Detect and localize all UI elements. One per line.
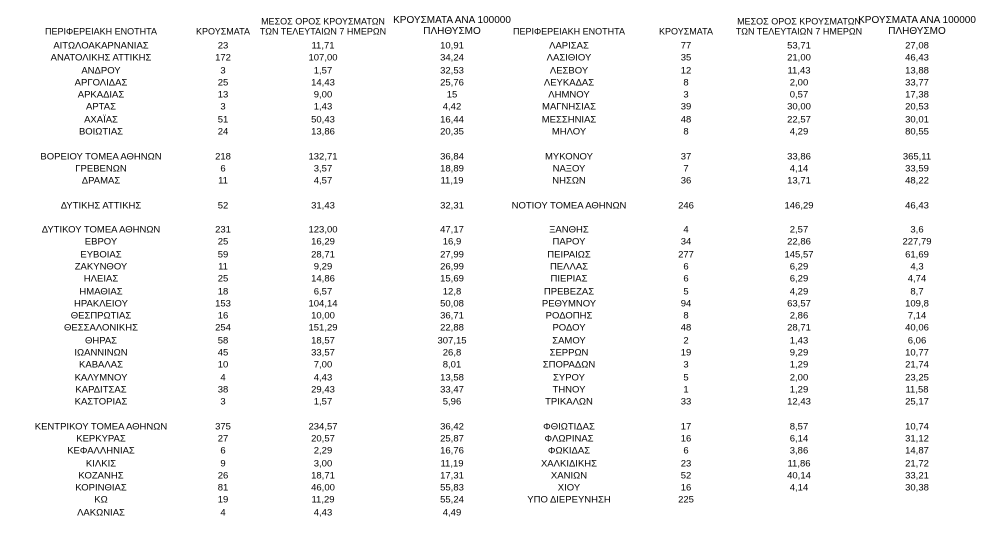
left-region-cell: ΚΕΦΑΛΛΗΝΙΑΣ (67, 445, 135, 457)
left-avg7-cell: 18,71 (311, 470, 335, 482)
right-per100k-cell: 31,12 (905, 433, 929, 445)
right-cases-cell: 16 (680, 482, 692, 494)
right-per100k-cell: 21,72 (905, 457, 929, 469)
left-avg7-cell: 132,71 (308, 150, 338, 162)
right-cases-cell: 8 (683, 310, 689, 322)
right-cases-cell: 36 (680, 175, 692, 187)
left-per100k-cell: 20,35 (440, 126, 464, 138)
left-per100k-cell: 16,44 (440, 113, 464, 125)
right-avg7-cell: 146,29 (784, 199, 814, 211)
left-cases-cell: 59 (217, 249, 229, 260)
right-avg7-cell: 8,57 (789, 420, 809, 432)
right-per100k-cell: 21,74 (905, 359, 929, 371)
right-region-cell: ΝΟΤΙΟΥ ΤΟΜΕΑ ΑΘΗΝΩΝ (511, 199, 627, 211)
left-region-cell: ΑΙΤΩΛΟΑΚΑΡΝΑΝΙΑΣ (53, 40, 149, 52)
right-cases-cell: 94 (680, 298, 692, 310)
right-region-cell: ΣΠΟΡΑΔΩΝ (542, 359, 596, 371)
left-region-cell: ΔΥΤΙΚΗΣ ΑΤΤΙΚΗΣ (60, 199, 142, 211)
right-per100k-cell: 30,38 (905, 482, 929, 494)
left-region-cell: ΑΡΓΟΛΙΔΑΣ (74, 77, 128, 89)
right-per100k-cell: 30,01 (905, 113, 929, 125)
left-per100k-cell: 18,89 (440, 163, 464, 175)
right-cases-cell: 19 (680, 347, 692, 359)
right-avg7-cell: 145,57 (784, 249, 814, 260)
right-region-cell: ΛΗΜΝΟΥ (548, 89, 590, 101)
left-region-cell: ΚΟΖΑΝΗΣ (78, 470, 124, 482)
right-per100k-cell: 27,08 (905, 40, 929, 52)
left-avg7-cell: 46,00 (311, 482, 335, 494)
right-cases-cell: 8 (683, 77, 689, 89)
right-avg7-cell: 11,43 (787, 64, 811, 76)
right-per100k-cell: 33,59 (905, 163, 929, 175)
left-per100k-cell: 307,15 (437, 334, 467, 346)
left-avg7-cell: 31,43 (311, 199, 335, 211)
left-per100k-cell: 34,24 (440, 52, 464, 64)
right-per100k-cell: 4,3 (910, 261, 924, 273)
right-per100k-cell: 4,74 (907, 273, 927, 285)
left-region-cell: ΗΛΕΙΑΣ (83, 273, 119, 285)
left-cases-cell: 81 (217, 482, 229, 494)
right-region-cell: ΧΑΝΙΩΝ (550, 470, 588, 482)
left-avg7-cell: 11,29 (311, 494, 335, 506)
right-avg7-cell: 2,86 (789, 310, 809, 322)
right-cases-cell: 1 (683, 384, 689, 396)
left-avg7-cell: 7,00 (313, 359, 333, 371)
left-avg7-cell: 18,57 (311, 334, 335, 346)
left-region-cell: ΑΝΑΤΟΛΙΚΗΣ ΑΤΤΙΚΗΣ (50, 52, 152, 64)
left-avg7-cell: 14,43 (311, 77, 335, 89)
left-cases-cell: 51 (217, 113, 229, 125)
right-avg7-cell: 4,14 (789, 163, 809, 175)
right-cases-cell: 34 (680, 236, 692, 248)
left-avg7-cell: 3,57 (313, 163, 333, 175)
right-per100k-cell: 25,17 (905, 396, 929, 408)
right-per100k-cell: 109,8 (905, 298, 929, 310)
right-cases-cell: 4 (683, 224, 689, 236)
right-avg7-cell: 21,00 (787, 52, 811, 64)
left-region-cell: ΘΕΣΠΡΩΤΙΑΣ (70, 310, 132, 322)
right-region-cell: ΣΥΡΟΥ (553, 371, 585, 383)
left-per100k-cell: 11,19 (440, 175, 464, 187)
right-per100k-cell: 13,88 (905, 64, 929, 76)
right-cases-cell: 5 (683, 371, 689, 383)
left-region-cell: ΑΧΑΪΑΣ (84, 113, 118, 125)
left-region-cell: ΑΝΔΡΟΥ (81, 64, 121, 76)
left-avg7-cell: 28,71 (311, 249, 335, 260)
right-avg7-cell: 3,86 (789, 445, 809, 457)
right-avg7-cell: 13,71 (787, 175, 811, 187)
left-per100k-cell: 36,42 (440, 420, 464, 432)
left-region-cell: ΔΥΤΙΚΟΥ ΤΟΜΕΑ ΑΘΗΝΩΝ (41, 224, 161, 236)
left-per100k-cell: 4,49 (442, 506, 462, 518)
left-avg7-cell: 1,57 (313, 396, 333, 408)
right-avg7-cell: 4,14 (789, 482, 809, 494)
right-cases-cell: 39 (680, 101, 692, 113)
right-per100k-cell: 33,77 (905, 77, 929, 89)
right-per100k-cell: 365,11 (902, 150, 932, 162)
right-header-avg7-line1: ΜΕΣΟΣ ΟΡΟΣ ΚΡΟΥΣΜΑΤΩΝ (737, 16, 861, 27)
right-avg7-cell: 22,86 (787, 236, 811, 248)
left-cases-cell: 16 (217, 310, 229, 322)
right-region-cell: ΡΟΔΟΥ (552, 322, 586, 334)
right-avg7-cell: 0,57 (789, 89, 809, 101)
left-cases-cell: 153 (215, 298, 231, 310)
left-region-cell: ΚΕΝΤΡΙΚΟΥ ΤΟΜΕΑ ΑΘΗΝΩΝ (34, 420, 168, 432)
left-avg7-cell: 20,57 (311, 433, 335, 445)
left-per100k-cell: 16,9 (442, 236, 462, 248)
left-cases-cell: 6 (220, 445, 226, 457)
left-cases-cell: 10 (217, 359, 229, 371)
right-avg7-cell: 33,86 (787, 150, 811, 162)
left-per100k-cell: 15,69 (440, 273, 464, 285)
left-header-region: ΠΕΡΙΦΕΡΕΙΑΚΗ ΕΝΟΤΗΤΑ (44, 26, 158, 37)
right-region-cell: ΦΘΙΩΤΙΔΑΣ (543, 420, 595, 432)
left-region-cell: ΚΑΛΥΜΝΟΥ (74, 371, 128, 383)
right-region-cell: ΠΕΛΛΑΣ (549, 261, 589, 273)
right-region-cell: ΝΑΞΟΥ (552, 163, 586, 175)
right-cases-cell: 6 (683, 261, 689, 273)
left-per100k-cell: 12,8 (442, 285, 462, 297)
left-header-per100k-line2: ΠΛΗΘΥΣΜΟ (423, 26, 481, 37)
left-per100k-cell: 25,76 (440, 77, 464, 89)
right-cases-cell: 5 (683, 285, 689, 297)
left-cases-cell: 25 (217, 77, 229, 89)
left-cases-cell: 218 (215, 150, 231, 162)
left-per100k-cell: 55,83 (440, 482, 464, 494)
left-avg7-cell: 234,57 (308, 420, 338, 432)
right-region-cell: ΦΩΚΙΔΑΣ (547, 445, 591, 457)
left-region-cell: ΛΑΚΩΝΙΑΣ (77, 506, 125, 518)
right-cases-cell: 3 (683, 89, 689, 101)
right-per100k-cell: 10,74 (905, 420, 929, 432)
right-cases-cell: 277 (678, 249, 694, 260)
right-per100k-cell: 48,22 (905, 175, 929, 187)
left-region-cell: ΒΟΡΕΙΟΥ ΤΟΜΕΑ ΑΘΗΝΩΝ (40, 150, 162, 162)
left-per100k-cell: 36,71 (440, 310, 464, 322)
right-header-region: ΠΕΡΙΦΕΡΕΙΑΚΗ ΕΝΟΤΗΤΑ (512, 26, 626, 37)
left-region-cell: ΘΕΣΣΑΛΟΝΙΚΗΣ (64, 322, 138, 334)
right-region-cell: ΡΟΔΟΠΗΣ (545, 310, 593, 322)
right-cases-cell: 3 (683, 359, 689, 371)
right-region-cell: ΜΥΚΟΝΟΥ (545, 150, 593, 162)
right-cases-cell: 77 (680, 40, 692, 52)
left-avg7-cell: 14,86 (311, 273, 335, 285)
left-cases-cell: 254 (215, 322, 231, 334)
left-cases-cell: 3 (220, 101, 226, 113)
left-avg7-cell: 50,43 (311, 113, 335, 125)
right-avg7-cell: 1,29 (789, 359, 809, 371)
left-per100k-cell: 13,58 (440, 371, 464, 383)
left-cases-cell: 375 (215, 420, 231, 432)
left-per100k-cell: 32,53 (440, 64, 464, 76)
right-cases-cell: 37 (680, 150, 692, 162)
left-avg7-cell: 11,71 (311, 40, 335, 52)
left-region-cell: ΒΟΙΩΤΙΑΣ (78, 126, 124, 138)
left-region-cell: ΓΡΕΒΕΝΩΝ (75, 163, 127, 175)
right-header-per100k-line2: ΠΛΗΘΥΣΜΟ (888, 26, 946, 37)
left-region-cell: ΚΟΡΙΝΘΙΑΣ (75, 482, 127, 494)
right-cases-cell: 246 (678, 199, 694, 211)
right-region-cell: ΛΑΡΙΣΑΣ (549, 40, 589, 52)
right-cases-cell: 35 (680, 52, 692, 64)
right-per100k-cell: 20,53 (905, 101, 929, 113)
left-per100k-cell: 36,84 (440, 150, 464, 162)
left-avg7-cell: 104,14 (308, 298, 338, 310)
right-per100k-cell: 6,06 (907, 334, 927, 346)
right-region-cell: ΛΕΥΚΑΔΑΣ (543, 77, 595, 89)
left-region-cell: ΑΡΚΑΔΙΑΣ (77, 89, 125, 101)
left-cases-cell: 52 (217, 199, 229, 211)
right-region-cell: ΦΛΩΡΙΝΑΣ (544, 433, 594, 445)
left-per100k-cell: 50,08 (440, 298, 464, 310)
left-cases-cell: 231 (215, 224, 231, 236)
left-avg7-cell: 29,43 (311, 384, 335, 396)
left-avg7-cell: 1,43 (313, 101, 333, 113)
right-per100k-cell: 11,58 (905, 384, 929, 396)
left-avg7-cell: 33,57 (311, 347, 335, 359)
right-per100k-cell: 17,38 (905, 89, 929, 101)
right-avg7-cell: 6,29 (789, 261, 809, 273)
right-cases-cell: 16 (680, 433, 692, 445)
right-cases-cell: 6 (683, 445, 689, 457)
left-cases-cell: 25 (217, 273, 229, 285)
left-region-cell: ΔΡΑΜΑΣ (81, 175, 121, 187)
right-region-cell: ΣΑΜΟΥ (552, 334, 586, 346)
right-cases-cell: 2 (683, 334, 689, 346)
left-region-cell: ΘΗΡΑΣ (84, 334, 118, 346)
right-region-cell: ΜΗΛΟΥ (551, 126, 587, 138)
right-avg7-cell: 40,14 (787, 470, 811, 482)
right-cases-cell: 52 (680, 470, 692, 482)
right-region-cell: ΠΙΕΡΙΑΣ (550, 273, 588, 285)
left-per100k-cell: 25,87 (440, 433, 464, 445)
right-region-cell: ΛΕΣΒΟΥ (549, 64, 589, 76)
left-cases-cell: 4 (220, 506, 226, 518)
right-region-cell: ΛΑΣΙΘΙΟΥ (546, 52, 592, 64)
right-cases-cell: 12 (680, 64, 692, 76)
right-region-cell: ΝΗΣΩΝ (552, 175, 586, 187)
right-per100k-cell: 40,06 (905, 322, 929, 334)
left-avg7-cell: 4,57 (313, 175, 333, 187)
right-cases-cell: 33 (680, 396, 692, 408)
right-header-cases: ΚΡΟΥΣΜΑΤΑ (659, 26, 713, 37)
right-per100k-cell: 3,6 (910, 224, 924, 236)
left-region-cell: ΚΩ (94, 494, 108, 506)
left-per100k-cell: 32,31 (440, 199, 464, 211)
right-cases-cell: 17 (680, 420, 692, 432)
left-region-cell: ΗΡΑΚΛΕΙΟΥ (74, 298, 128, 310)
left-per100k-cell: 55,24 (440, 494, 464, 506)
right-per100k-cell: 46,43 (905, 199, 929, 211)
left-region-cell: ΑΡΤΑΣ (86, 101, 116, 113)
left-region-cell: ΕΒΡΟΥ (84, 236, 118, 248)
left-cases-cell: 13 (217, 89, 229, 101)
left-region-cell: ΚΕΡΚΥΡΑΣ (76, 433, 126, 445)
right-avg7-cell: 2,00 (789, 77, 809, 89)
left-cases-cell: 25 (217, 236, 229, 248)
right-avg7-cell: 22,57 (787, 113, 811, 125)
right-avg7-cell: 11,86 (787, 457, 811, 469)
left-region-cell: ΙΩΑΝΝΙΝΩΝ (74, 347, 128, 359)
left-per100k-cell: 26,99 (440, 261, 464, 273)
left-cases-cell: 18 (217, 285, 229, 297)
left-cases-cell: 38 (217, 384, 229, 396)
right-region-cell: ΥΠΟ ΔΙΕΡΕΥΝΗΣΗ (527, 494, 611, 506)
left-per100k-cell: 22,88 (440, 322, 464, 334)
right-avg7-cell: 9,29 (789, 347, 809, 359)
left-per100k-cell: 4,42 (442, 101, 462, 113)
right-per100k-cell: 14,87 (905, 445, 929, 457)
right-avg7-cell: 4,29 (789, 285, 809, 297)
right-cases-cell: 48 (680, 322, 692, 334)
right-per100k-cell: 80,55 (905, 126, 929, 138)
right-region-cell: ΠΑΡΟΥ (552, 236, 586, 248)
right-avg7-cell: 12,43 (787, 396, 811, 408)
left-cases-cell: 172 (215, 52, 231, 64)
right-avg7-cell: 6,14 (789, 433, 809, 445)
left-region-cell: ΚΑΡΔΙΤΣΑΣ (75, 384, 127, 396)
left-avg7-cell: 1,57 (313, 64, 333, 76)
left-avg7-cell: 13,86 (311, 126, 335, 138)
right-avg7-cell: 53,71 (787, 40, 811, 52)
left-cases-cell: 9 (220, 457, 226, 469)
right-cases-cell: 7 (683, 163, 689, 175)
right-per100k-cell: 8,7 (910, 285, 924, 297)
left-per100k-cell: 5,96 (442, 396, 462, 408)
right-region-cell: ΠΡΕΒΕΖΑΣ (543, 285, 595, 297)
left-avg7-cell: 123,00 (308, 224, 338, 236)
left-avg7-cell: 4,43 (313, 371, 333, 383)
right-avg7-cell: 2,57 (789, 224, 809, 236)
left-avg7-cell: 4,43 (313, 506, 333, 518)
right-per100k-cell: 7,14 (907, 310, 927, 322)
right-region-cell: ΣΕΡΡΩΝ (549, 347, 589, 359)
right-per100k-cell: 46,43 (905, 52, 929, 64)
left-cases-cell: 3 (220, 396, 226, 408)
right-header-avg7-line2: ΤΩΝ ΤΕΛΕΥΤΑΙΩΝ 7 ΗΜΕΡΩΝ (735, 26, 863, 37)
left-cases-cell: 58 (217, 334, 229, 346)
left-per100k-cell: 10,91 (440, 40, 464, 52)
right-region-cell: ΤΡΙΚΑΛΩΝ (545, 396, 593, 408)
left-region-cell: ΚΙΛΚΙΣ (85, 457, 117, 469)
right-cases-cell: 48 (680, 113, 692, 125)
left-header-avg7-line2: ΤΩΝ ΤΕΛΕΥΤΑΙΩΝ 7 ΗΜΕΡΩΝ (259, 26, 387, 37)
left-per100k-cell: 27,99 (440, 249, 464, 260)
left-cases-cell: 23 (217, 40, 229, 52)
right-per100k-cell: 33,21 (905, 470, 929, 482)
right-cases-cell: 23 (680, 457, 692, 469)
left-region-cell: ΗΜΑΘΙΑΣ (79, 285, 123, 297)
left-cases-cell: 27 (217, 433, 229, 445)
left-avg7-cell: 2,29 (313, 445, 333, 457)
left-avg7-cell: 16,29 (311, 236, 335, 248)
right-header-per100k-line1: ΚΡΟΥΣΜΑΤΑ ΑΝΑ 100000 (858, 15, 976, 26)
right-region-cell: ΜΕΣΣΗΝΙΑΣ (541, 113, 597, 125)
right-avg7-cell: 30,00 (787, 101, 811, 113)
right-region-cell: ΤΗΝΟΥ (552, 384, 586, 396)
left-per100k-cell: 17,31 (440, 470, 464, 482)
left-region-cell: ΚΑΒΑΛΑΣ (79, 359, 123, 371)
left-per100k-cell: 8,01 (442, 359, 462, 371)
right-per100k-cell: 61,69 (905, 249, 929, 260)
right-region-cell: ΞΑΝΘΗΣ (549, 224, 589, 236)
right-per100k-cell: 23,25 (905, 371, 929, 383)
right-region-cell: ΠΕΙΡΑΙΩΣ (547, 249, 591, 260)
right-avg7-cell: 1,29 (789, 384, 809, 396)
right-region-cell: ΧΙΟΥ (557, 482, 581, 494)
left-avg7-cell: 3,00 (313, 457, 333, 469)
right-region-cell: ΡΕΘΥΜΝΟΥ (541, 298, 597, 310)
left-region-cell: ΚΑΣΤΟΡΙΑΣ (74, 396, 128, 408)
left-cases-cell: 19 (217, 494, 229, 506)
left-per100k-cell: 47,17 (440, 224, 464, 236)
left-cases-cell: 26 (217, 470, 229, 482)
left-region-cell: ΖΑΚΥΝΘΟΥ (74, 261, 128, 273)
left-header-per100k-line1: ΚΡΟΥΣΜΑΤΑ ΑΝΑ 100000 (393, 15, 511, 26)
left-cases-cell: 3 (220, 64, 226, 76)
left-per100k-cell: 26,8 (442, 347, 462, 359)
left-region-cell: ΕΥΒΟΙΑΣ (80, 249, 122, 260)
left-avg7-cell: 9,00 (313, 89, 333, 101)
right-cases-cell: 8 (683, 126, 689, 138)
left-per100k-cell: 33,47 (440, 384, 464, 396)
right-region-cell: ΜΑΓΝΗΣΙΑΣ (542, 101, 596, 113)
left-avg7-cell: 10,00 (311, 310, 335, 322)
right-per100k-cell: 10,77 (905, 347, 929, 359)
left-cases-cell: 11 (218, 261, 228, 273)
left-per100k-cell: 16,76 (440, 445, 464, 457)
left-avg7-cell: 151,29 (308, 322, 338, 334)
right-per100k-cell: 227,79 (902, 236, 932, 248)
right-avg7-cell: 63,57 (787, 298, 811, 310)
left-header-avg7-line1: ΜΕΣΟΣ ΟΡΟΣ ΚΡΟΥΣΜΑΤΩΝ (261, 16, 385, 27)
left-cases-cell: 24 (217, 126, 229, 138)
left-cases-cell: 45 (217, 347, 229, 359)
right-avg7-cell: 28,71 (787, 322, 811, 334)
right-avg7-cell: 4,29 (789, 126, 809, 138)
right-cases-cell: 6 (683, 273, 689, 285)
left-cases-cell: 6 (220, 163, 226, 175)
left-avg7-cell: 9,29 (313, 261, 333, 273)
left-avg7-cell: 6,57 (313, 285, 333, 297)
right-cases-cell: 225 (678, 494, 694, 506)
right-avg7-cell: 2,00 (789, 371, 809, 383)
left-cases-cell: 11 (218, 175, 228, 187)
left-avg7-cell: 107,00 (308, 52, 338, 64)
left-per100k-cell: 11,19 (440, 457, 464, 469)
right-avg7-cell: 6,29 (789, 273, 809, 285)
right-region-cell: ΧΑΛΚΙΔΙΚΗΣ (540, 457, 598, 469)
left-header-cases: ΚΡΟΥΣΜΑΤΑ (196, 26, 250, 37)
right-avg7-cell: 1,43 (789, 334, 809, 346)
left-per100k-cell: 15 (446, 89, 458, 101)
left-cases-cell: 4 (220, 371, 226, 383)
